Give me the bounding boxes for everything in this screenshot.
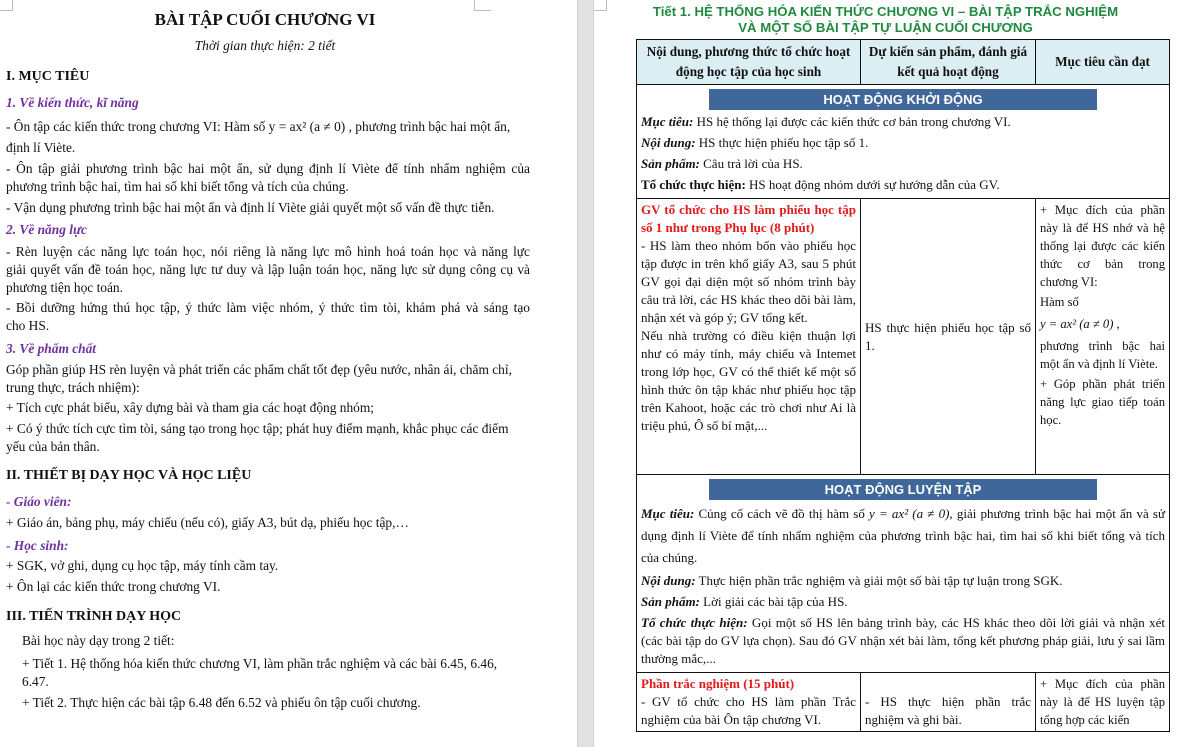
page-gap [577,0,594,747]
section-heading-equipment: II. THIẾT BỊ DẠY HỌC VÀ HỌC LIỆU [6,468,252,483]
product-line [641,155,1165,173]
label: Mục tiêu: [641,506,695,521]
header-objective: Mục tiêu cần đạt [1036,40,1170,85]
task-paragraph: Nếu nhà trường có điều kiện thuận lợi như có máy tính, máy chiếu và Intemet trong lớp học, GV có thể thiết kế một số hình thức ôn tập khác như phiếu học tập trên Kahoot, hoặc các trò chơi như Ai là triệu phú, Ô số bí mật,... [641,328,856,433]
text-line: Bài học này dạy trong 2 tiết: [22,633,175,648]
objective-line [641,503,1165,569]
activity-band-startup: HOẠT ĐỘNG KHỞI ĐỘNG [709,89,1097,110]
text-line: phương trình bậc hai, tìm hai số khi biết tổng và tích của chúng. [6,179,349,194]
text-line: phương tiện học toán. [6,280,123,295]
objective-line [641,113,1165,131]
header-product: Dự kiến sản phẩm, đánh giá kết quả hoạt động [861,40,1036,85]
lesson-title-line2: VÀ MỘT SỐ BÀI TẬP TỰ LUẬN CUỐI CHƯƠNG [738,20,1033,35]
subheading-competence: 2. Về năng lực [6,222,87,237]
text-line: - Bồi dưỡng hứng thú học tập, ý thức làm việc nhóm, ý thức tìm tòi, khám phá và sáng tạo [6,300,530,315]
doc-title: BÀI TẬP CUỐI CHƯƠNG VI [154,10,376,29]
objective-paragraph: phương trình bậc hai một ẩn và định lí Viète. [1040,339,1165,371]
task-heading: Phần trắc nghiệm (15 phút) [641,676,795,691]
value: Thực hiện phần trắc nghiệm và giải một số bài tập tự luận trong SGK. [695,573,1063,588]
value: Câu trả lời của HS. [699,156,803,171]
cell-objective [1036,199,1170,475]
label: Nội dung: [641,573,696,588]
organization-line [641,176,1165,194]
text-line: trung thực, trách nhiệm): [6,380,140,395]
cell-product: - HS thực hiện phần trắc nghiệm và ghi bài. [861,673,1036,732]
value: HS thực hiện phiếu học tập số 1. [695,135,869,150]
doc-subtitle: Thời gian thực hiện: 2 tiết [194,38,336,53]
value: HS hệ thống lại được các kiến thức cơ bản trong chương VI. [693,114,1011,129]
label: Sản phẩm: [641,594,700,609]
left-page [0,0,577,747]
value: HS hoạt động nhóm dưới sự hướng dẫn của GV. [745,177,1000,192]
organization-line [641,614,1165,668]
math-formula: y = ax² (a ≠ 0), [869,506,953,521]
activity-practice-row [637,673,1170,732]
objective-paragraph: + Góp phần phát triển năng lực giao tiếp toán học. [1040,377,1165,427]
text-line: - Ôn tập các kiến thức trong chương VI: Hàm số y = ax² (a ≠ 0) , phương trình bậc hai một ẩn, [6,119,511,134]
activity-startup-summary [637,85,1170,199]
cell-objective: + Mục đích của phần này là để HS luyện tập tổng hợp các kiến [1036,673,1170,732]
text-line: - Rèn luyện các năng lực toán học, nói riêng là năng lực mô hình hoá toán học và năng lực [6,244,530,259]
text-line: + Tiết 2. Thực hiện các bài tập 6.48 đến 6.52 và phiếu ôn tập cuối chương. [22,695,421,710]
lesson-plan-table [636,39,1170,732]
subheading-teacher: - Giáo viên: [6,494,72,509]
cell-content [637,673,861,732]
label: Tổ chức thực hiện: [641,177,746,192]
value: giải phương trình bậc hai một ẩn và sử dụng định lí Viète để tính nhẩm nghiệm của phương trình bậc hai, tìm hai số khi biết tổng và tích của chúng. [641,506,1165,565]
text-line: + Tích cực phát biểu, xây dựng bài và tham gia các hoạt động nhóm; [6,400,375,415]
activity-practice-summary [637,475,1170,673]
subheading-qualities: 3. Về phẩm chất [6,341,97,356]
text-line: 6.47. [22,674,49,689]
cell-product: HS thực hiện phiếu học tập số 1. [861,199,1036,475]
right-page [594,0,1177,747]
text-line: định lí Viète. [6,140,76,155]
subheading-student: - Học sinh: [6,538,69,553]
label: Mục tiêu: [641,114,694,129]
table-header-row [637,40,1170,85]
objective-paragraph: Hàm số [1040,295,1079,309]
activity-band-practice: HOẠT ĐỘNG LUYỆN TẬP [709,479,1097,500]
product-line [641,593,1165,611]
task-paragraph: - GV tổ chức cho HS làm phần Trắc nghiệm của bài Ôn tập chương VI. [641,694,856,727]
math-formula: y = ax² (a ≠ 0) , [1040,317,1120,331]
text-line: giải quyết vấn đề toán học, năng lực tư duy và lập luận toán học, năng lực sử dụng công cụ và [6,262,530,277]
text-line: + SGK, vở ghi, dụng cụ học tập, máy tính cầm tay. [6,558,279,573]
text-line: - Ôn tập giải phương trình bậc hai một ẩn, sử dụng định lí Viète để tính nhẩm nghiệm của [6,161,530,176]
objective-paragraph: + Mục đích của phần này là để HS nhớ và hệ thống lại được các kiến thức cơ bản trong chương VI: [1040,203,1165,289]
header-content: Nội dung, phương thức tổ chức hoạt động học tập của học sinh [637,40,861,85]
label: Tổ chức thực hiện: [641,615,748,630]
text-line: Góp phần giúp HS rèn luyện và phát triển các phẩm chất tốt đẹp (yêu nước, nhân ái, chăm chỉ, [6,362,512,377]
value: Củng cố cách vẽ đồ thị hàm số [694,506,870,521]
value: Gọi một số HS lên bảng trình bày, các HS khác theo dõi lời giải và nhận xét (các bài tập do GV lựa chọn). Sau đó GV nhận xét bài làm, tổng kết phương pháp giải, lưu ý sai lầm thường mắc,... [641,615,1165,666]
section-heading-process: III. TIẾN TRÌNH DẠY HỌC [6,609,182,624]
text-line: yếu của bản thân. [6,439,100,454]
task-heading: GV tổ chức cho HS làm phiếu học tập số 1 như trong Phụ lục (8 phút) [641,202,856,235]
task-paragraph: - HS làm theo nhóm bốn vào phiếu học tập được in trên khổ giấy A3, sau 5 phút GV gọi đại diện một số nhóm trình bày câu trả lời, các HS khác theo dõi bài làm, nhận xét và góp ý; GV tổng kết. [641,238,856,325]
lesson-title-line1: Tiết 1. HỆ THỐNG HÓA KIẾN THỨC CHƯƠNG VI – BÀI TẬP TRẮC NGHIỆM [652,4,1119,19]
cell-content [637,199,861,475]
content-line [641,134,1165,152]
value: Lời giải các bài tập của HS. [699,594,848,609]
label: Sản phẩm: [641,156,700,171]
label: Nội dung: [641,135,696,150]
activity-startup-row [637,199,1170,475]
text-line: + Tiết 1. Hệ thống hóa kiến thức chương VI, làm phần trắc nghiệm và các bài 6.45, 6.46, [22,656,498,671]
subheading-knowledge: 1. Về kiến thức, kĩ năng [6,95,139,110]
text-line: - Vận dụng phương trình bậc hai một ẩn và định lí Viète giải quyết một số vấn đề thực tiễn. [6,200,495,215]
text-line: + Giáo án, bảng phụ, máy chiếu (nếu có), giấy A3, bút dạ, phiếu học tập,… [6,515,409,530]
section-heading-objectives: I. MỤC TIÊU [6,69,90,84]
text-line: + Có ý thức tích cực tìm tòi, sáng tạo trong học tập; phát huy điểm mạnh, khắc phục các điểm [6,421,509,436]
content-line [641,572,1165,590]
text-line: cho HS. [6,318,50,333]
text-line: + Ôn lại các kiến thức trong chương VI. [6,579,221,594]
